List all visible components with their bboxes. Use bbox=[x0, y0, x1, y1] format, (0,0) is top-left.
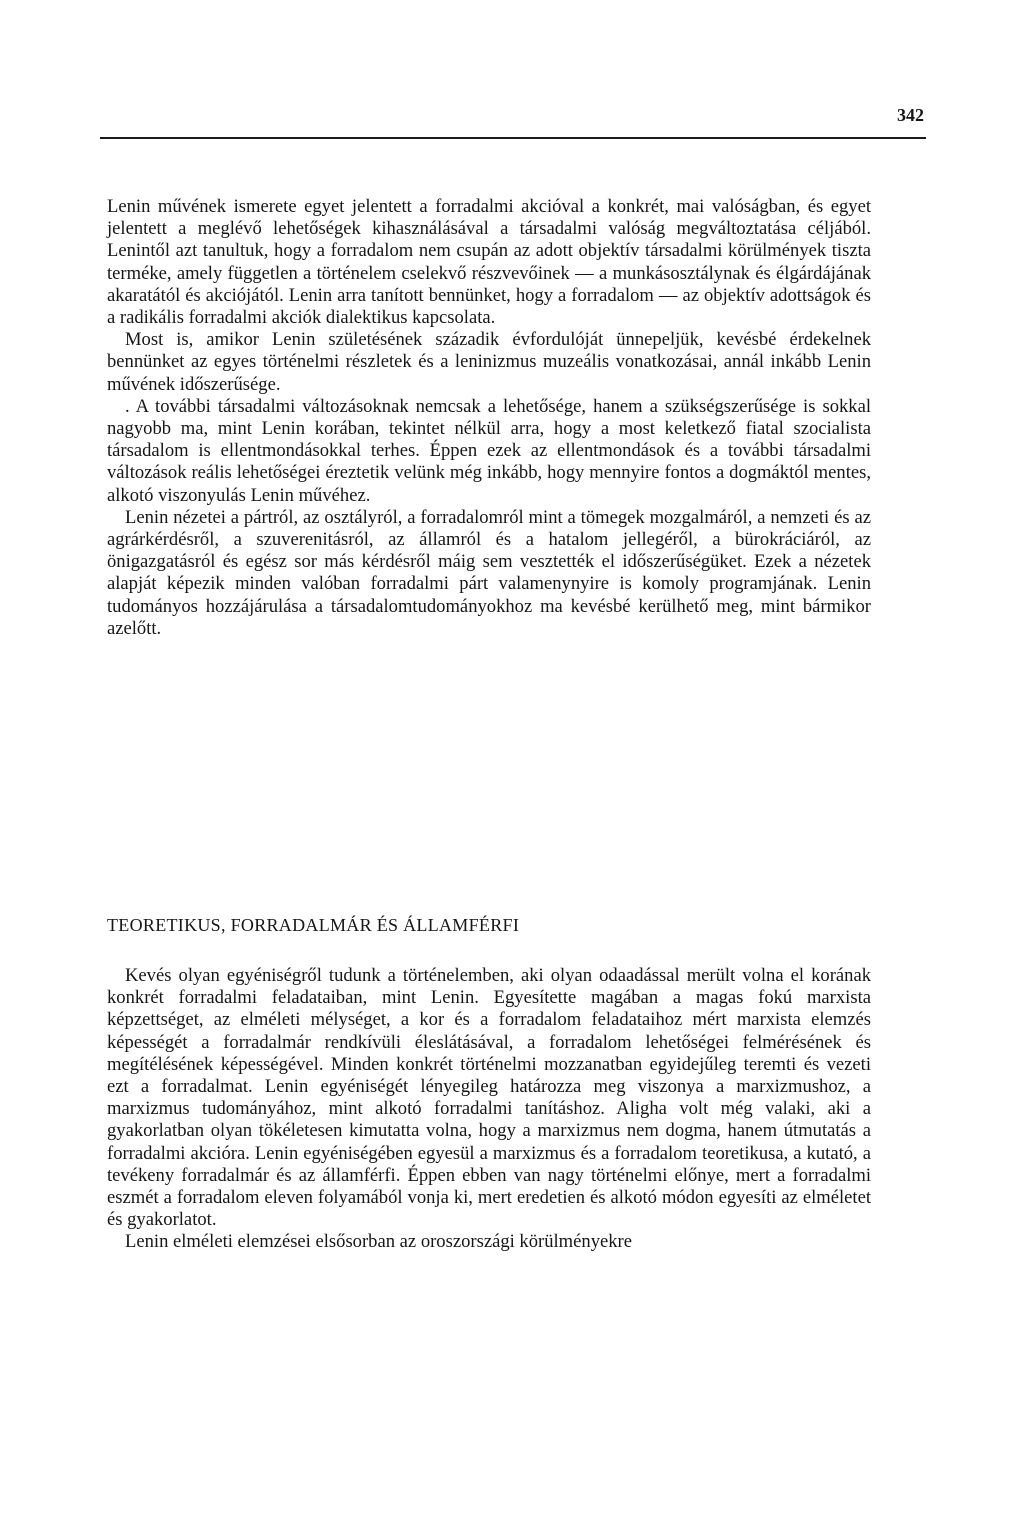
section-heading: TEORETIKUS, FORRADALMÁR ÉS ÁLLAMFÉRFI bbox=[107, 915, 520, 935]
section-2-body bbox=[107, 965, 871, 1254]
paragraph: Kevés olyan egyéniségről tudunk a történelemben, aki olyan odaadással merült volna el korának konkrét forradalmi feladataiban, mint Lenin. Egyesítette magában a magas fokú marxista képzettséget, az elméleti mélységet, a kor és a forradalom feladataihoz mért marxista elemzés képességét a forradalmár rendkívüli éleslátásával, a forradalom lehetőségei felmérésének és megítélésének képességével. Minden konkrét történelmi mozzanatban egyidejűleg teremti és vezeti ezt a forradalmat. Lenin egyéniségét lényegileg határozza meg viszonya a marxizmushoz, a marxizmus tudományához, mint alkotó forradalmi tanításhoz. Aligha volt még valaki, aki a gyakorlatban olyan tökéletesen kimutatta volna, hogy a marxizmus nem dogma, hanem útmutatás a forradalmi akcióra. Lenin egyéniségében egyesül a marxizmus és a forradalom teoretikusa, a kutató, a tevékeny forradalmár és az államférfi. Éppen ebben van nagy történelmi előnye, mert a forradalmi eszmét a forradalom eleven folyamából vonja ki, mert eredetien és alkotó módon egyesíti az elméletet és gyakorlatot. bbox=[107, 965, 871, 1231]
paragraph: Lenin elméleti elemzései elsősorban az oroszországi körülményekre bbox=[125, 1231, 632, 1253]
paragraph: . A további társadalmi változásoknak nemcsak a lehetősége, hanem a szükségszerűsége is sokkal nagyobb ma, mint Lenin korában, tekintet nélkül arra, hogy a most keletkező fiatal szocialista társadalom is ellentmondásokkal terhes. Éppen ezek az ellentmondások és a további társadalmi változások reális lehetőségei éreztetik velünk még inkább, hogy mennyire fontos a dogmáktól mentes, alkotó viszonyulás Lenin művéhez. bbox=[107, 395, 871, 506]
section-1-body bbox=[107, 196, 871, 640]
header-rule bbox=[100, 137, 926, 139]
paragraph: Lenin nézetei a pártról, az osztályról, a forradalomról mint a tömegek mozgalmáról, a nemzeti és az agrárkérdésről, a szuverenitásról, az államról és a hatalom jellegéről, a bürokráciáról, az önigazgatásról és egész sor más kérdésről máig sem vesztették el időszerűségüket. Ezek a nézetek alapját képezik minden valóban forradalmi párt valamenynyire is komoly programjának. Lenin tudományos hozzájárulása a társadalomtudományokhoz ma kevésbé kerülhető meg, mint bármikor azelőtt. bbox=[107, 506, 871, 639]
paragraph: Most is, amikor Lenin születésének századik évfordulóját ünnepeljük, kevésbé érdekelnek bennünket az egyes történelmi részletek és a leninizmus muzeális vonatkozásai, annál inkább Lenin művének időszerűsége. bbox=[107, 329, 871, 395]
page-number: 342 bbox=[897, 105, 924, 125]
paragraph: Lenin művének ismerete egyet jelentett a forradalmi akcióval a konkrét, mai valóságban, és egyet jelentett a meglévő lehetőségek kihasználásával a társadalmi valóság megváltoztatása céljából. Lenintől azt tanultuk, hogy a forradalom nem csupán az adott objektív társadalmi körülmények tiszta terméke, amely független a történelem cselekvő részvevőinek — a munkásosztálynak és élgárdájának akaratától és akciójától. Lenin arra tanított bennünket, hogy a forradalom — az objektív adottságok és a radikális forradalmi akciók dialektikus kapcsolata. bbox=[107, 196, 871, 329]
